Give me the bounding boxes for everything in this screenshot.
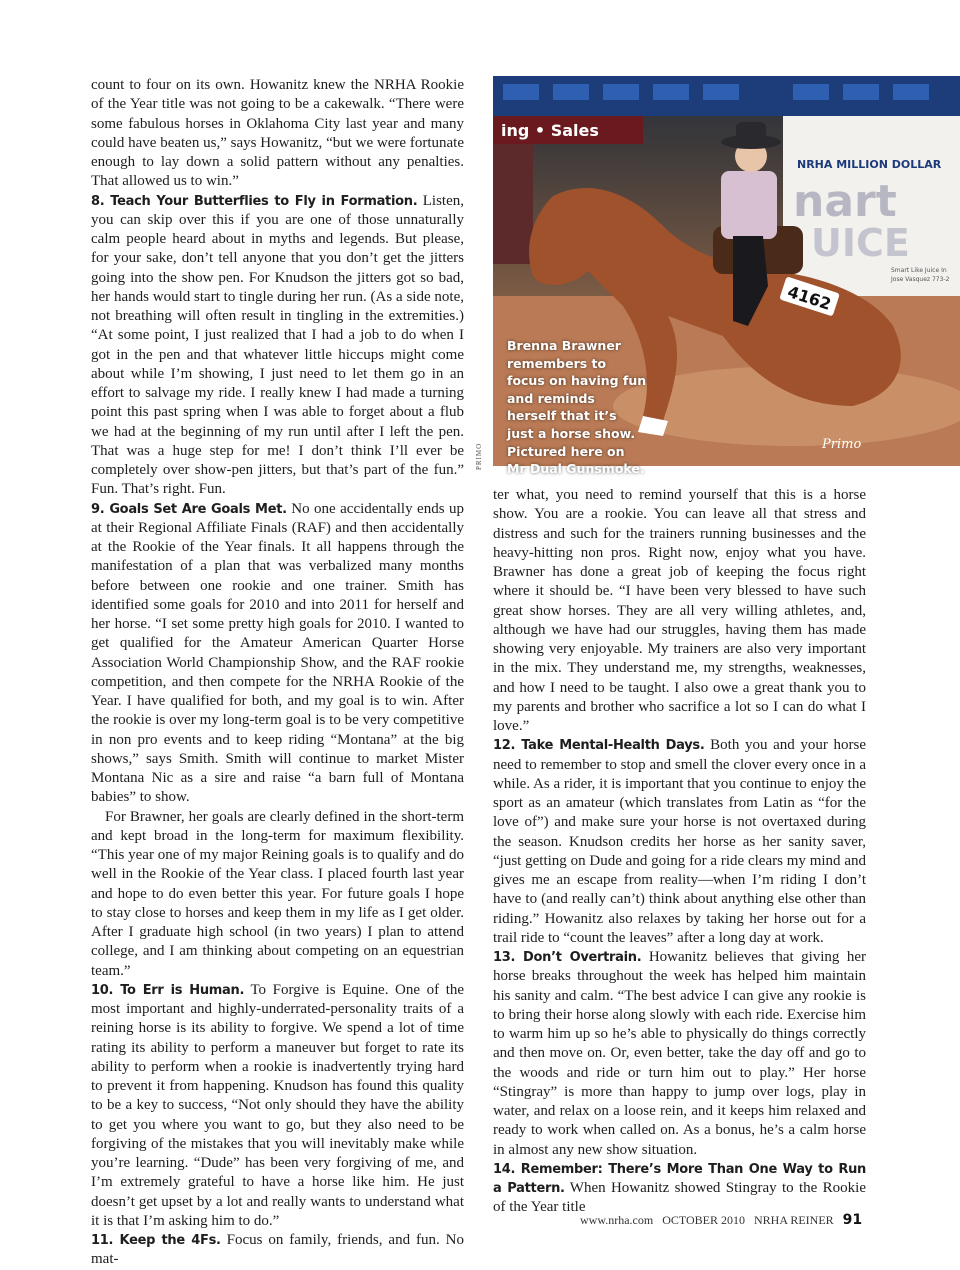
rider-hat-crown — [736, 122, 766, 142]
bridle-number-text: 4162 — [785, 282, 834, 314]
right-column — [493, 486, 866, 1218]
sponsor-word-2: UICE — [811, 221, 910, 265]
paragraph: Focus on family, friends, and fun. No mat- — [91, 1232, 465, 1268]
heading-12: 12. Take Mental-Health Days. — [493, 738, 705, 754]
section-11 — [91, 1231, 464, 1270]
paragraph: ter what, you need to remind yourself that this is a horse show. You are a rookie. You can leave all that stress and distress and such for the trainers running businesses and the heavy-hitting non pros. Right now, enjoy what you have. Brawner has done a great job of keeping the focus right where it should be. “I have been very blessed to have such great show horses. They are all very willing athletes, and, although we have had our struggles, having them has made showing very enjoyable. My trainers are also very important in the mix. They understand me, my strengths, weaknesses, and how I need to be taught. I also owe a great thank you to my parents and brother who sacrifice a lot so I can do what I love.” — [493, 487, 866, 734]
banner-red — [493, 144, 533, 264]
paragraph: No one accidentally ends up at their Regional Affiliate Finals (RAF) and then accidentally at the Rookie of the Year finals. It all happens through the manifestation of a plan that was verbalized many months before between one rookie and one trainer. Smith has identified some goals for 2010 and into 2011 for herself and her horse. “I set some pretty high goals for 2010. I wanted to get qualified for the Amateur American Quarter Horse Association World Championship Show, and the RAF rookie competition, and then compete for the NRHA Rookie of the Year. I have qualified for both, and my goal is to win. After the rookie is over my long-term goal is to be very competitive in non pro events and to keep riding “Montana” at the big shows,” says Smith. Smith will continue to market Mister Montana Nic as a sire and raise “a barn full of Montana babies” to show. — [91, 500, 464, 806]
left-column — [91, 76, 464, 1270]
section-13 — [493, 948, 866, 1160]
heading-14: 14. Remember: There’s More Than One Way to Run a Pattern. — [493, 1161, 866, 1196]
section-14 — [493, 1160, 866, 1218]
seat-rows — [503, 84, 929, 100]
photo-credit: PRIMO — [475, 442, 483, 470]
banner-left-text: ing • Sales — [501, 121, 599, 140]
section-8 — [91, 192, 464, 500]
page-footer — [580, 1212, 870, 1228]
sponsor-line-2: Jose Vasquez 773-2 — [891, 276, 950, 283]
heading-10: 10. To Err is Human. — [91, 982, 245, 998]
paragraph: When Howanitz showed Stingray to the Rookie of the Year title — [493, 1180, 866, 1216]
paragraph: Listen, you can skip over this if you are one of those unnaturally calm people heard about in myths and legends. But please, for your sake, don’t tell anyone that you don’t get the jitters going into the show pen. For Knudson the jitters got so bad, her hands would start to tingle during her run. (As a side note, not breathing will often result in tingling in the extremities.) “At some point, I just realized that I had a job to do when I got in the pen and that whatever little hiccups might come about while I’m showing, I just need to let them go in an effort to salvage my ride. I really knew I had made a turning point this past spring when I was able to forget about a flub we had at the beginning of my run until after I left the pen. That was a huge step for me! I don’t think I’ll ever be completely over show-pen jitters, but that’s part of the fun.” Fun. That’s right. Fun. — [91, 192, 465, 498]
footer-issue: OCTOBER 2010 — [662, 1213, 745, 1227]
section-10 — [91, 981, 464, 1231]
paragraph: count to four on its own. Howanitz knew the NRHA Rookie of the Year title was not going to be a cakewalk. “There were some fabulous horses in Oklahoma City last year and many could have beaten us,” says Howanitz, “but we were fortunate enough to lay down a solid pattern without any penalties. That allowed us to win.” — [91, 77, 464, 190]
rider-shirt — [721, 171, 777, 239]
footer-url[interactable]: www.nrha.com — [580, 1213, 654, 1227]
paragraph: Howanitz believes that giving her horse breaks throughout the week has helped him maintain his sanity and calm. “The best advice I can give any rookie is to bring their horse along slowly with each ride. Exercise him to warm him up so he’s able to physically do things correctly and then move on. Or, even better, take the day off and go to the woods and ride or turn him out to play.” Her horse “Stingray” is more than happy to jump over logs, play in water, and relax on a loose rein, and it keeps him relaxed and ready to work when called on. As a bonus, he’s a calm horse in almost any new show situation. — [493, 949, 867, 1158]
heading-9: 9. Goals Set Are Goals Met. — [91, 501, 287, 517]
photo-caption: Brenna Brawner remembers to focus on having fun and reminds herself that it’s just a horse show. Pictured here on Mr Dual Gunsmoke. — [507, 338, 647, 477]
section-12 — [493, 736, 866, 948]
photographer-signature: Primo — [822, 437, 862, 452]
paragraph: Both you and your horse need to remember to stop and smell the clover every once in a while. As a rider, it is important that you continue to enjoy the sport as an amateur (which translates from Latin as “for the love of”) and make sure your horse is not overtaxed during the season. Knudson credits her horse as her sanity saver, “just getting on Dude and going for a ride clears my mind and gives me an escape from reality—when I’m riding I don’t have to (and really can’t) think about anything else other than riding.” Howanitz also relaxes by taking her horse out for a trail ride to “count the leaves” after a long day at work. — [493, 737, 866, 946]
page-number: 91 — [842, 1212, 863, 1228]
heading-11: 11. Keep the 4Fs. — [91, 1233, 221, 1248]
section-9 — [91, 500, 464, 808]
sponsor-title: NRHA MILLION DOLLAR — [797, 158, 942, 171]
footer-magazine: NRHA REINER — [754, 1213, 834, 1227]
sponsor-line-1: Smart Like Juice In — [891, 267, 947, 274]
heading-13: 13. Don’t Overtrain. — [493, 950, 642, 965]
paragraph: To Forgive is Equine. One of the most important and highly-underrated-personality traits of a reining horse is its ability to forgive. We spend a lot of time rating its ability to perform a maneuver but forget to rate its ability to perform when a rookie is inadvertently trying hard to prevent it from happening. Knudson has found this quality to be a key to success, “Not only should they have the ability to get you where you want to go, but they also need to be forgiving of the mistakes that you will inevitably make while you’re learning. “Dude” has been very forgiving of me, and I’m extremely grateful to have a horse like him. He just doesn’t get upset by a lot and really wants to understand what it is that I’m asking him to do.” — [91, 981, 465, 1229]
sponsor-word-1: nart — [793, 176, 897, 227]
heading-8: 8. Teach Your Butterflies to Fly in Formation. — [91, 193, 418, 209]
paragraph: For Brawner, her goals are clearly defined in the short-term and kept broad in the long-term for maximum flexibility. “This year one of my major Reining goals is to qualify and do well in the Rookie of the Year class. I placed fourth last year and hope to do even better this year. For future goals I hope to stay close to horses and keep them in my life as I get older. After I graduate high school (in two years) I plan to attend college, and I am thinking about competing on an equestrian team.” — [91, 808, 464, 979]
